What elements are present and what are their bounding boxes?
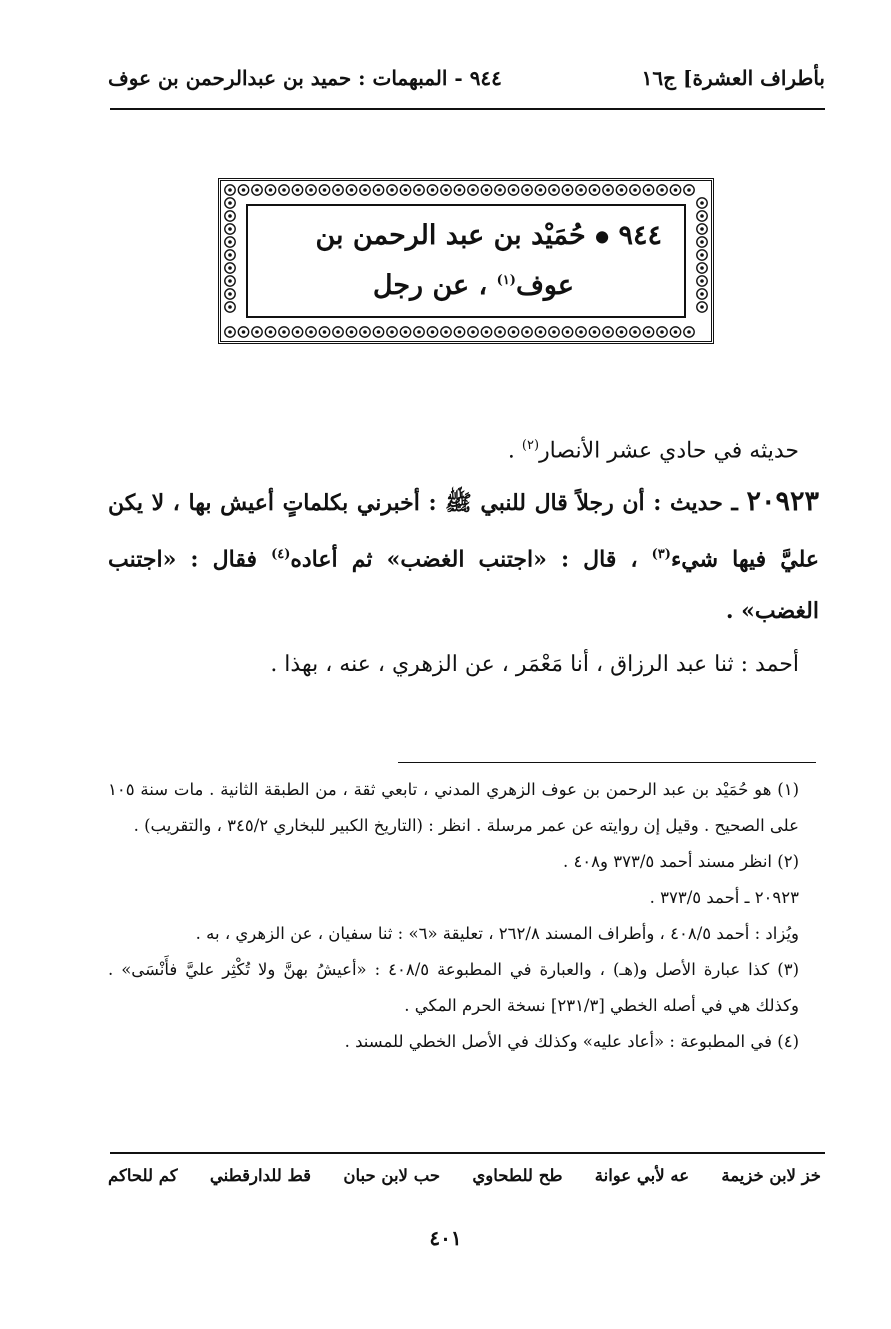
footnote-ref-3: (٣) [651, 547, 671, 563]
hadith-number: ٢٠٩٢٣ [746, 486, 819, 518]
header-rule [110, 108, 825, 110]
main-text [108, 420, 819, 690]
intro-paragraph [108, 420, 819, 476]
footnote-1: (١) هو حُمَيْد بن عبد الرحمن بن عوف الزهري المدني ، تابعي ثقة ، من الطبقة الثانية . مات سنة ١٠٥ على الصحيح . وقيل إن روايته عن عمر مرسلة . انظر : (التاريخ الكبير للبخاري ٣٤٥/٢ ، والتقريب) . [108, 780, 799, 835]
footnotes [108, 772, 819, 1060]
abbr-item: كم للحاكم [108, 1166, 178, 1185]
hadith-text-1: ـ حديث : أن رجلاً قال للنبي ﷺ : أخبرني بكلماتٍ أعيش بها ، لا يكن عليَّ فيها شيء [108, 490, 819, 573]
chapter-title-text1: حُمَيْد بن عبد الرحمن بن [315, 220, 586, 252]
page-number: ٤٠١ [429, 1226, 462, 1250]
hadith-text-3: فقال : «اجتنب الغضب» . [108, 546, 819, 624]
chapter-title-line2 [248, 259, 684, 308]
footnote-ref-1: (١) [496, 272, 516, 288]
hadith-paragraph [108, 476, 819, 636]
chapter-title-text2b: ، عن رجل [372, 269, 497, 301]
footnote-addition: ويُزاد : أحمد ٤٠٨/٥ ، وأطراف المسند ٢٦٢/٨ ، تعليقة «٦» : ثنا سفيان ، عن الزهري ، به . [195, 924, 799, 943]
footnote-3: (٣) كذا عبارة الأصل و(هـ) ، والعبارة في المطبوعة ٤٠٨/٥ : «أعيشُ بهنَّ ولا تُكْثِر عليَّ فأَنْسَى» . وكذلك هي في أصله الخطي [٢٣١/٣] نسخة الحرم المكي . [108, 960, 799, 1015]
source-chain: أحمد : ثنا عبد الرزاق ، أنا مَعْمَر ، عن الزهري ، عنه ، بهذا . [270, 651, 799, 677]
header-section-title: ٩٤٤ - المبهمات : حميد بن عبدالرحمن بن عوف [108, 66, 502, 90]
abbr-item: خز لابن خزيمة [721, 1166, 821, 1185]
chapter-title-box [246, 204, 686, 318]
chapter-title-text2a: عوف [515, 269, 574, 301]
footnote-hadith-ref: ٢٠٩٢٣ ـ أحمد ٣٧٣/٥ . [649, 888, 799, 907]
abbr-item: حب لابن حبان [343, 1166, 441, 1185]
chapter-title-line1 [248, 214, 684, 259]
abbr-item: طح للطحاوي [472, 1166, 563, 1185]
chapter-number: ٩٤٤ [618, 220, 662, 252]
abbr-item: عه لأبي عوانة [594, 1166, 690, 1185]
footnote-2: (٢) انظر مسند أحمد ٣٧٣/٥ و٤٠٨ . [562, 852, 799, 871]
abbreviation-legend [108, 1166, 821, 1185]
hadith-text-2: ، قال : «اجتنب الغضب» ثم أعاده [290, 546, 652, 573]
footnote-ref-4: (٤) [271, 547, 291, 563]
footnote-separator [398, 762, 816, 763]
footnote-4: (٤) في المطبوعة : «أعاد عليه» وكذلك في الأصل الخطي للمسند . [344, 1032, 799, 1051]
abbreviation-rule [110, 1152, 825, 1154]
intro-text: حديثه في حادي عشر الأنصار [539, 438, 799, 464]
abbr-item: قط للدارقطني [209, 1166, 312, 1185]
running-head [108, 60, 825, 96]
intro-end: . [507, 438, 522, 464]
header-book-title: بأطراف العشرة] ج١٦ [641, 66, 825, 90]
bullet-icon: ● [595, 226, 610, 246]
footnote-ref-2: (٢) [521, 438, 540, 453]
